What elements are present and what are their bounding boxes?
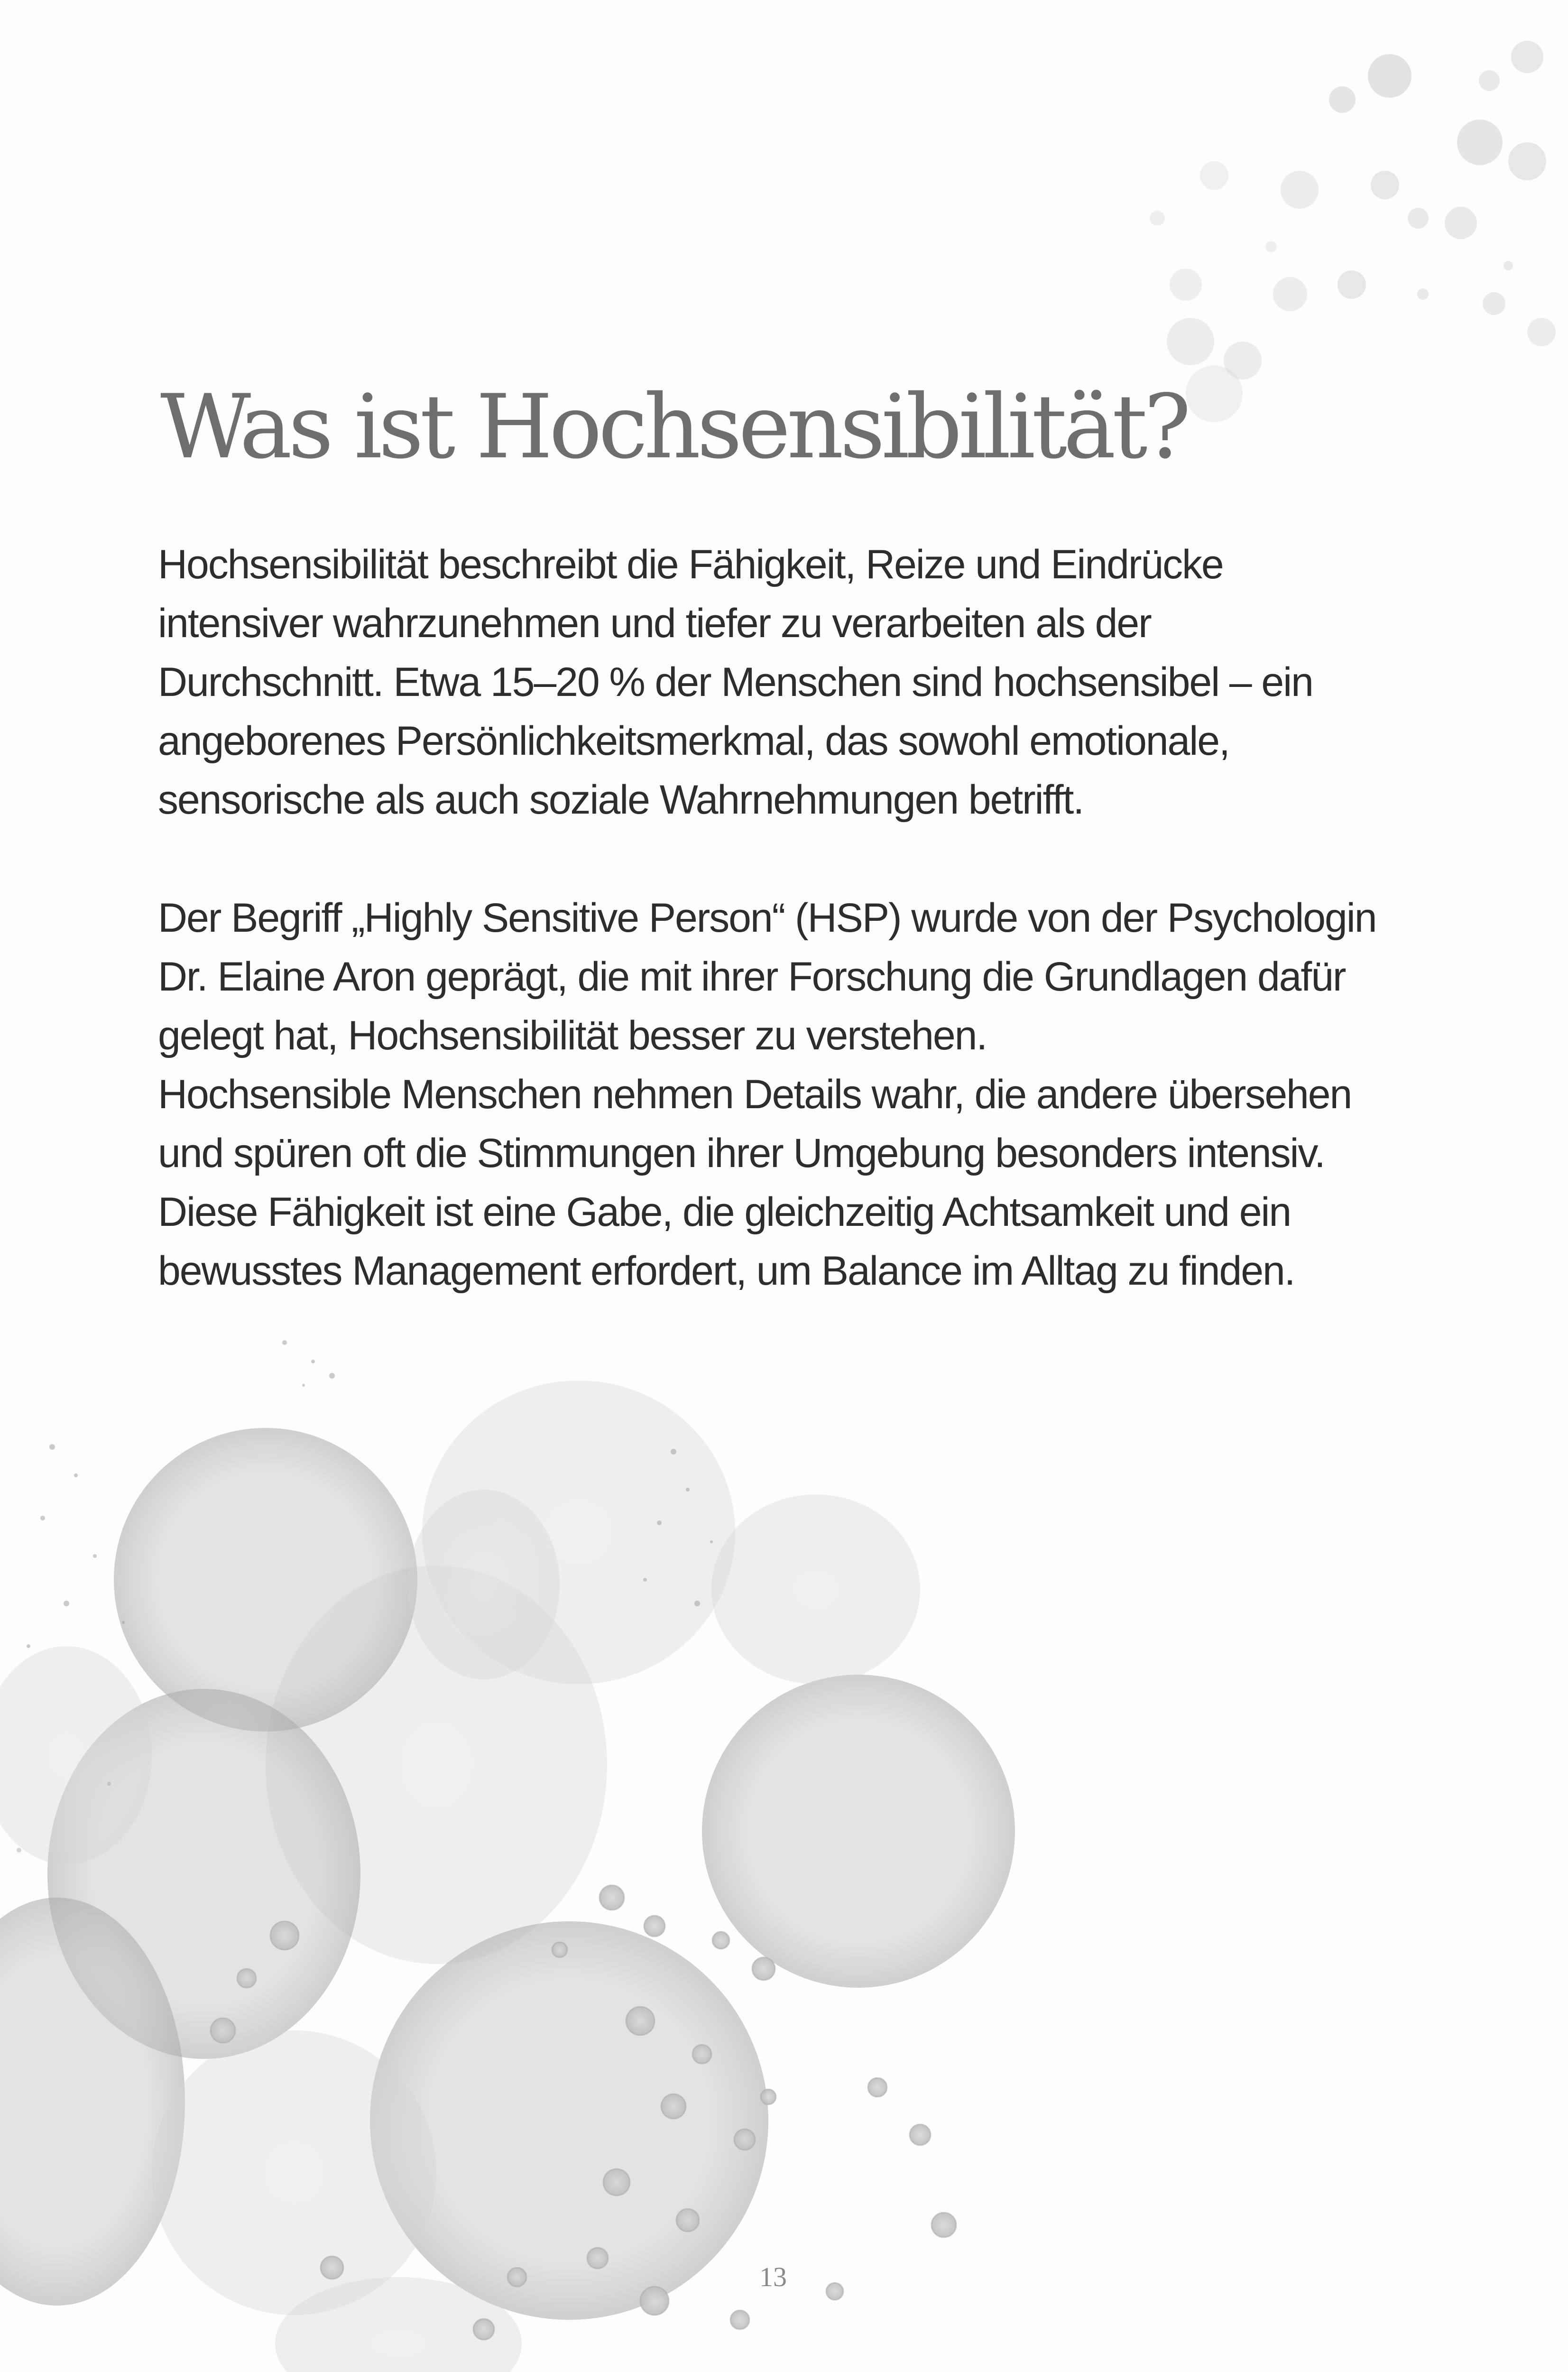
paragraph-1	[158, 535, 1313, 829]
text-line: Diese Fähigkeit ist eine Gabe, die gleichzeitig Achtsamkeit und ein	[158, 1189, 1291, 1235]
text-line: intensiver wahrzunehmen und tiefer zu verarbeiten als der	[158, 601, 1151, 646]
text-line: Hochsensible Menschen nehmen Details wahr, die andere übersehen	[158, 1072, 1352, 1117]
text-line: Dr. Elaine Aron geprägt, die mit ihrer Forschung die Grundlagen dafür	[158, 954, 1346, 1000]
text-line: und spüren oft die Stimmungen ihrer Umgebung besonders intensiv.	[158, 1130, 1325, 1176]
text-line: Hochsensibilität beschreibt die Fähigkeit, Reize und Eindrücke	[158, 542, 1223, 587]
text-line: angeborenes Persönlichkeitsmerkmal, das sowohl emotionale,	[158, 718, 1229, 764]
page-number: 13	[759, 2261, 787, 2292]
text-line: Durchschnitt. Etwa 15–20 % der Menschen sind hochsensibel – ein	[158, 659, 1313, 705]
watercolor-cluster-bottom-left	[0, 1381, 1015, 2372]
text-line: bewusstes Management erfordert, um Balance im Alltag zu finden.	[158, 1248, 1295, 1294]
text-line: sensorische als auch soziale Wahrnehmungen betrifft.	[158, 777, 1084, 823]
text-line: gelegt hat, Hochsensibilität besser zu verstehen.	[158, 1013, 987, 1058]
paragraph-2	[158, 889, 1376, 1300]
text-line: Der Begriff „Highly Sensitive Person“ (HSP) wurde von der Psychologin	[158, 895, 1376, 941]
bubble-cluster-top-right	[1150, 41, 1556, 422]
page-title: Was ist Hochsensibilität?	[160, 375, 1188, 478]
